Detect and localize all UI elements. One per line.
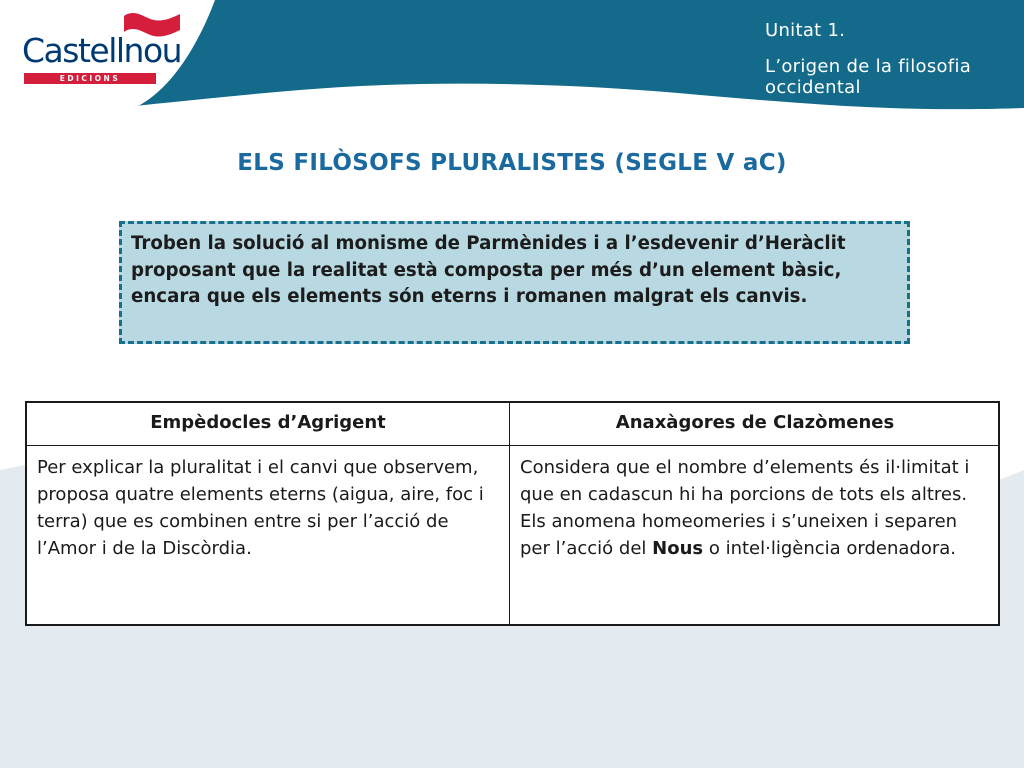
nous-term: Nous: [652, 538, 704, 559]
logo-wordmark: Castellnou: [22, 31, 182, 70]
intro-box: Troben la solució al monisme de Parmènides i a l’esdevenir d’Heràclit proposant que la realitat està composta per més d’un element bàsic, encara que els elements són eterns i romanen malgrat els canvis.: [119, 221, 910, 344]
table-cell-empedocles: Per explicar la pluralitat i el canvi que observem, proposa quatre elements eterns (aigua, aire, foc i terra) que es combinen entre si per l’acció de l’Amor i de la Discòrdia.: [37, 457, 484, 559]
unit-title: L’origen de la filosofia occidental: [765, 56, 972, 98]
logo-subtitle: EDICIONS: [24, 73, 156, 84]
castellnou-logo: [22, 10, 182, 83]
table-header-anaxagores: Anaxàgores de Clazòmenes: [615, 412, 895, 433]
page-title: ELS FILÒSOFS PLURALISTES (SEGLE V aC): [237, 150, 787, 176]
philosophers-table: [25, 401, 1000, 626]
table-cell-anaxagores: [520, 454, 990, 562]
anaxagores-text-start: Considera que el nombre d’elements és il·limitat i que en cadascun hi ha porcions de tots els altres. Els anomena homeomeries i s’uneixen i separen per l’acció del: [520, 457, 970, 559]
row-divider: [27, 445, 998, 446]
anaxagores-text-end: o intel·ligència ordenadora.: [703, 538, 957, 559]
table-header-empedocles: Empèdocles d’Agrigent: [150, 412, 386, 433]
unit-number: Unitat 1.: [765, 20, 846, 41]
